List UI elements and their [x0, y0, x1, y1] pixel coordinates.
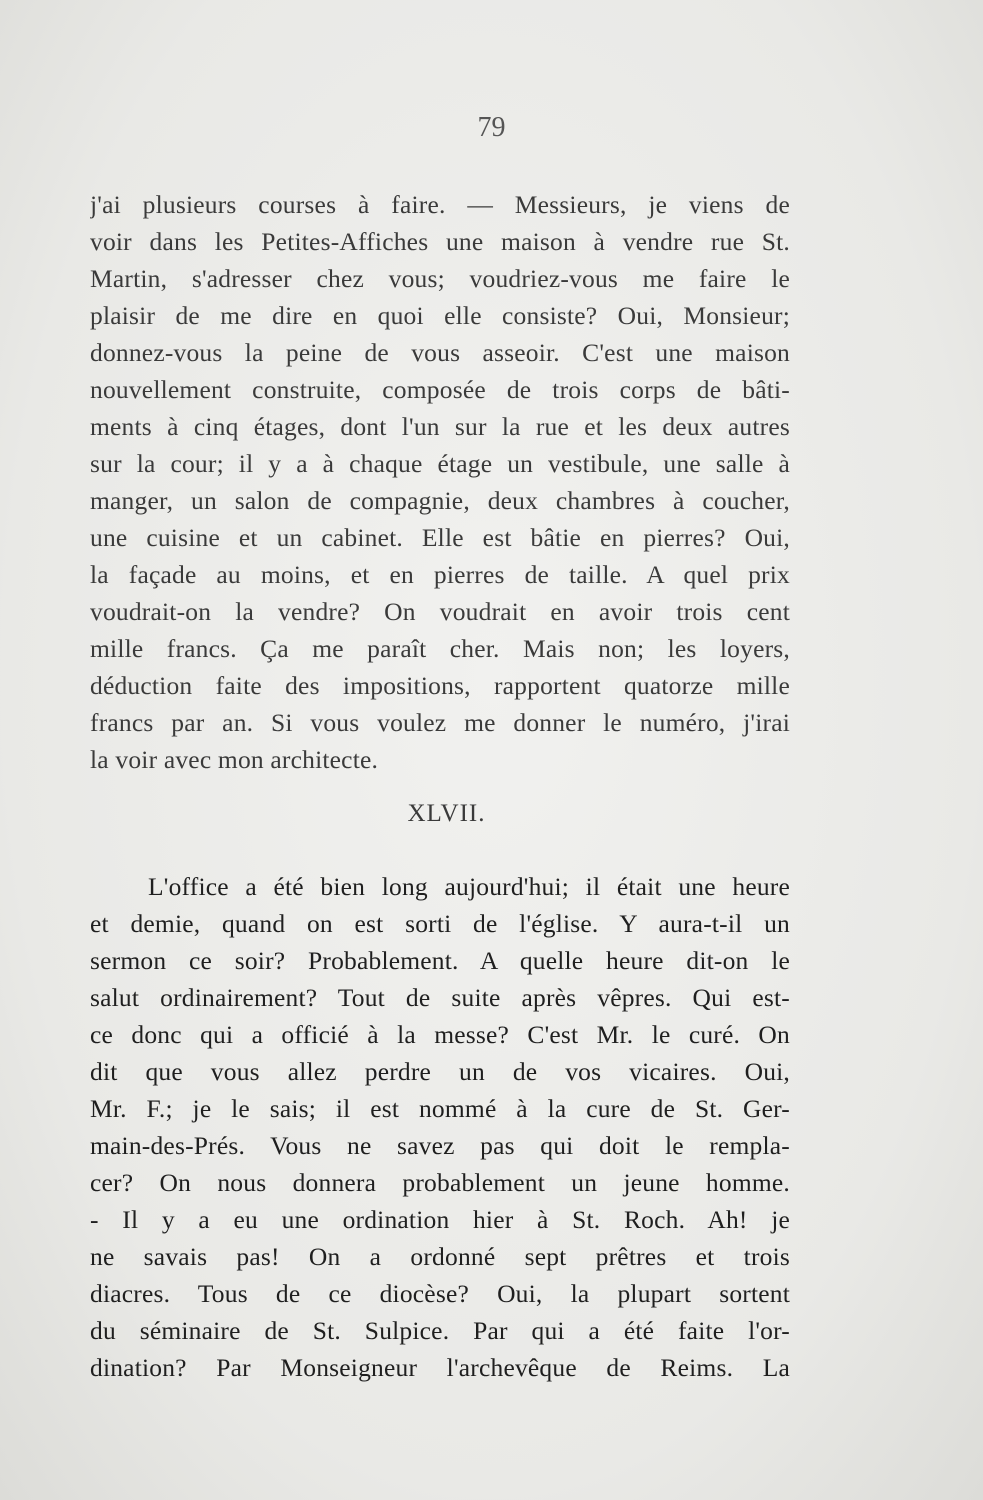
text-line: dination? Par Monseigneur l'archevêque de Reims. La [90, 1353, 790, 1382]
text-line: Martin, s'adresser chez vous; voudriez-vous me faire le [90, 264, 790, 293]
text-line: la façade au moins, et en pierres de taille. A quel prix [90, 560, 790, 589]
text-line: voudrait-on la vendre? On voudrait en avoir trois cent [90, 597, 790, 626]
page-number: 79 [477, 112, 506, 143]
text-line: diacres. Tous de ce diocèse? Oui, la plupart sortent [90, 1279, 790, 1308]
text-line: dit que vous allez perdre un de vos vicaires. Oui, [90, 1057, 790, 1086]
text-line: j'ai plusieurs courses à faire. — Messieurs, je viens de [90, 190, 790, 219]
paragraph-1 [90, 186, 790, 778]
text-line: la voir avec mon architecte. [90, 745, 379, 774]
paragraph-2 [90, 868, 790, 1386]
text-line: du séminaire de St. Sulpice. Par qui a été faite l'or- [90, 1316, 790, 1345]
text-line: sur la cour; il y a à chaque étage un vestibule, une salle à [90, 449, 790, 478]
text-line: Mr. F.; je le sais; il est nommé à la cure de St. Ger- [90, 1094, 790, 1123]
text-line: voir dans les Petites-Affiches une maison à vendre rue St. [90, 227, 790, 256]
text-line: et demie, quand on est sorti de l'église. Y aura-t-il un [90, 909, 790, 938]
text-line: une cuisine et un cabinet. Elle est bâtie en pierres? Oui, [90, 523, 790, 552]
text-line: ments à cinq étages, dont l'un sur la rue et les deux autres [90, 412, 790, 441]
section-heading: XLVII. [407, 800, 486, 827]
text-line: ne savais pas! On a ordonné sept prêtres et trois [90, 1242, 790, 1271]
text-line: sermon ce soir? Probablement. A quelle heure dit-on le [90, 946, 790, 975]
text-line: cer? On nous donnera probablement un jeune homme. [90, 1168, 790, 1197]
text-line: main-des-Prés. Vous ne savez pas qui doit le rempla- [90, 1131, 790, 1160]
text-line: déduction faite des impositions, rapportent quatorze mille [90, 671, 790, 700]
text-line: ce donc qui a officié à la messe? C'est Mr. le curé. On [90, 1020, 790, 1049]
text-line: donnez-vous la peine de vous asseoir. C'est une maison [90, 338, 790, 367]
text-line: nouvellement construite, composée de trois corps de bâti- [90, 375, 790, 404]
text-line: mille francs. Ça me paraît cher. Mais non; les loyers, [90, 634, 790, 663]
text-line: salut ordinairement? Tout de suite après vêpres. Qui est- [90, 983, 790, 1012]
text-line: plaisir de me dire en quoi elle consiste? Oui, Monsieur; [90, 301, 790, 330]
text-line: L'office a été bien long aujourd'hui; il était une heure [148, 872, 790, 901]
text-line: manger, un salon de compagnie, deux chambres à coucher, [90, 486, 790, 515]
text-line: - Il y a eu une ordination hier à St. Roch. Ah! je [90, 1205, 790, 1234]
text-line: francs par an. Si vous voulez me donner le numéro, j'irai [90, 708, 790, 737]
